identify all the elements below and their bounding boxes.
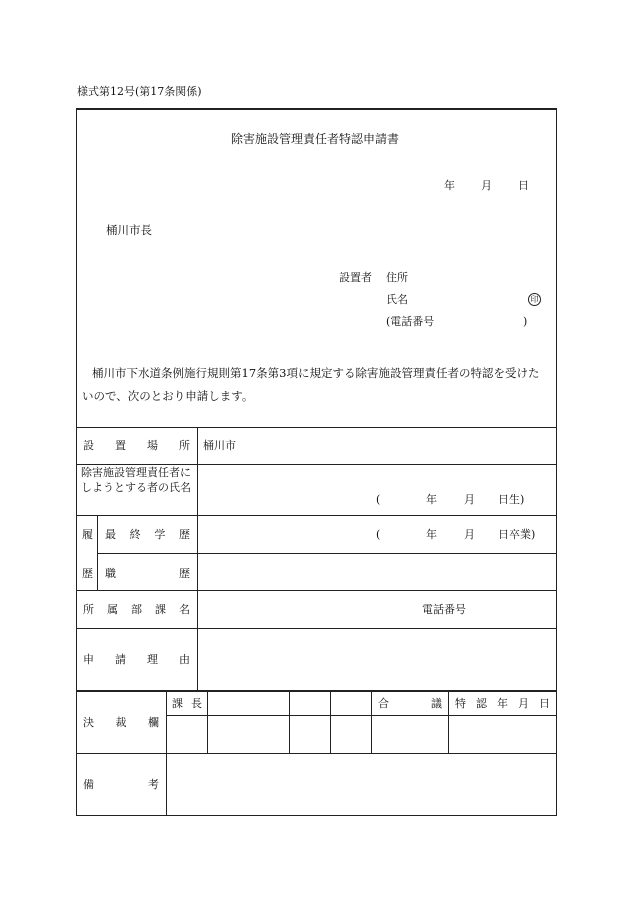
graduation-month-label: 月 <box>464 528 475 541</box>
approval-col-divider-4 <box>371 691 372 753</box>
education-label: 最 終 学 歴 <box>105 528 190 541</box>
birth-year-label: 年 <box>426 493 437 506</box>
graduation-open-paren: ( <box>376 528 381 541</box>
approval-label-divider <box>166 691 167 815</box>
department-label: 所 属 部 課 名 <box>83 603 190 616</box>
table-line-6 <box>76 628 557 629</box>
date-year-label: 年 <box>444 179 455 192</box>
table-line-2 <box>76 464 557 465</box>
location-label: 設 置 場 所 <box>83 439 190 452</box>
seal-mark: 印 <box>528 293 541 306</box>
remarks-label: 備 考 <box>83 778 159 791</box>
address-label: 住所 <box>386 271 408 284</box>
graduation-year-label: 年 <box>426 528 437 541</box>
history-label-bottom: 歴 <box>82 567 93 580</box>
approval-date-label: 特 認 年 月 日 <box>455 697 550 710</box>
table-line-7 <box>76 690 557 692</box>
page-title: 除害施設管理責任者特認申請書 <box>230 132 399 146</box>
history-label-top: 履 <box>82 528 93 541</box>
approval-col-divider-2 <box>289 691 290 753</box>
graduation-day-label: 日卒業) <box>498 528 536 541</box>
date-month-label: 月 <box>481 179 492 192</box>
approval-col-divider-1 <box>207 691 208 753</box>
approval-label: 決 裁 欄 <box>83 716 159 729</box>
birth-month-label: 月 <box>464 493 475 506</box>
name-label: 氏名 <box>386 293 408 306</box>
body-text-line-2: いので、次のとおり申請します。 <box>82 389 254 403</box>
table-label-divider <box>197 427 198 691</box>
table-line-3 <box>76 515 557 516</box>
career-label: 職 歴 <box>105 567 190 580</box>
phone-close-paren: ) <box>523 315 528 328</box>
birth-day-label: 日生) <box>498 493 525 506</box>
frame-left-border <box>76 108 77 816</box>
table-line-4 <box>97 553 557 554</box>
approval-col-divider-5 <box>448 691 449 753</box>
consultation-label: 合 議 <box>378 697 442 710</box>
approval-bottom-line <box>76 753 557 754</box>
body-text-line-1: 桶川市下水道条例施行規則第17条第3項に規定する除害施設管理責任者の特認を受けた <box>92 366 540 380</box>
birth-open-paren: ( <box>376 493 381 506</box>
person-name-label: 除害施設管理責任者にしようとする者の氏名 <box>81 466 191 494</box>
section-chief-label: 課 長 <box>172 697 202 710</box>
date-day-label: 日 <box>518 179 529 192</box>
form-number: 様式第12号(第17条関係) <box>77 85 202 98</box>
table-line-5 <box>76 590 557 591</box>
frame-top-border <box>76 108 557 110</box>
applicant-role-label: 設置者 <box>339 271 372 284</box>
location-value: 桶川市 <box>203 439 236 452</box>
table-line-1 <box>76 427 557 428</box>
approval-col-divider-3 <box>330 691 331 753</box>
reason-label: 申 請 理 由 <box>83 653 190 666</box>
approval-inner-line <box>166 715 557 716</box>
history-label-divider <box>97 515 98 590</box>
phone-open-label: (電話番号 <box>386 315 435 328</box>
department-phone-label: 電話番号 <box>422 603 466 616</box>
frame-bottom-border <box>76 815 557 816</box>
frame-right-border <box>556 108 557 816</box>
addressee: 桶川市長 <box>106 223 152 237</box>
